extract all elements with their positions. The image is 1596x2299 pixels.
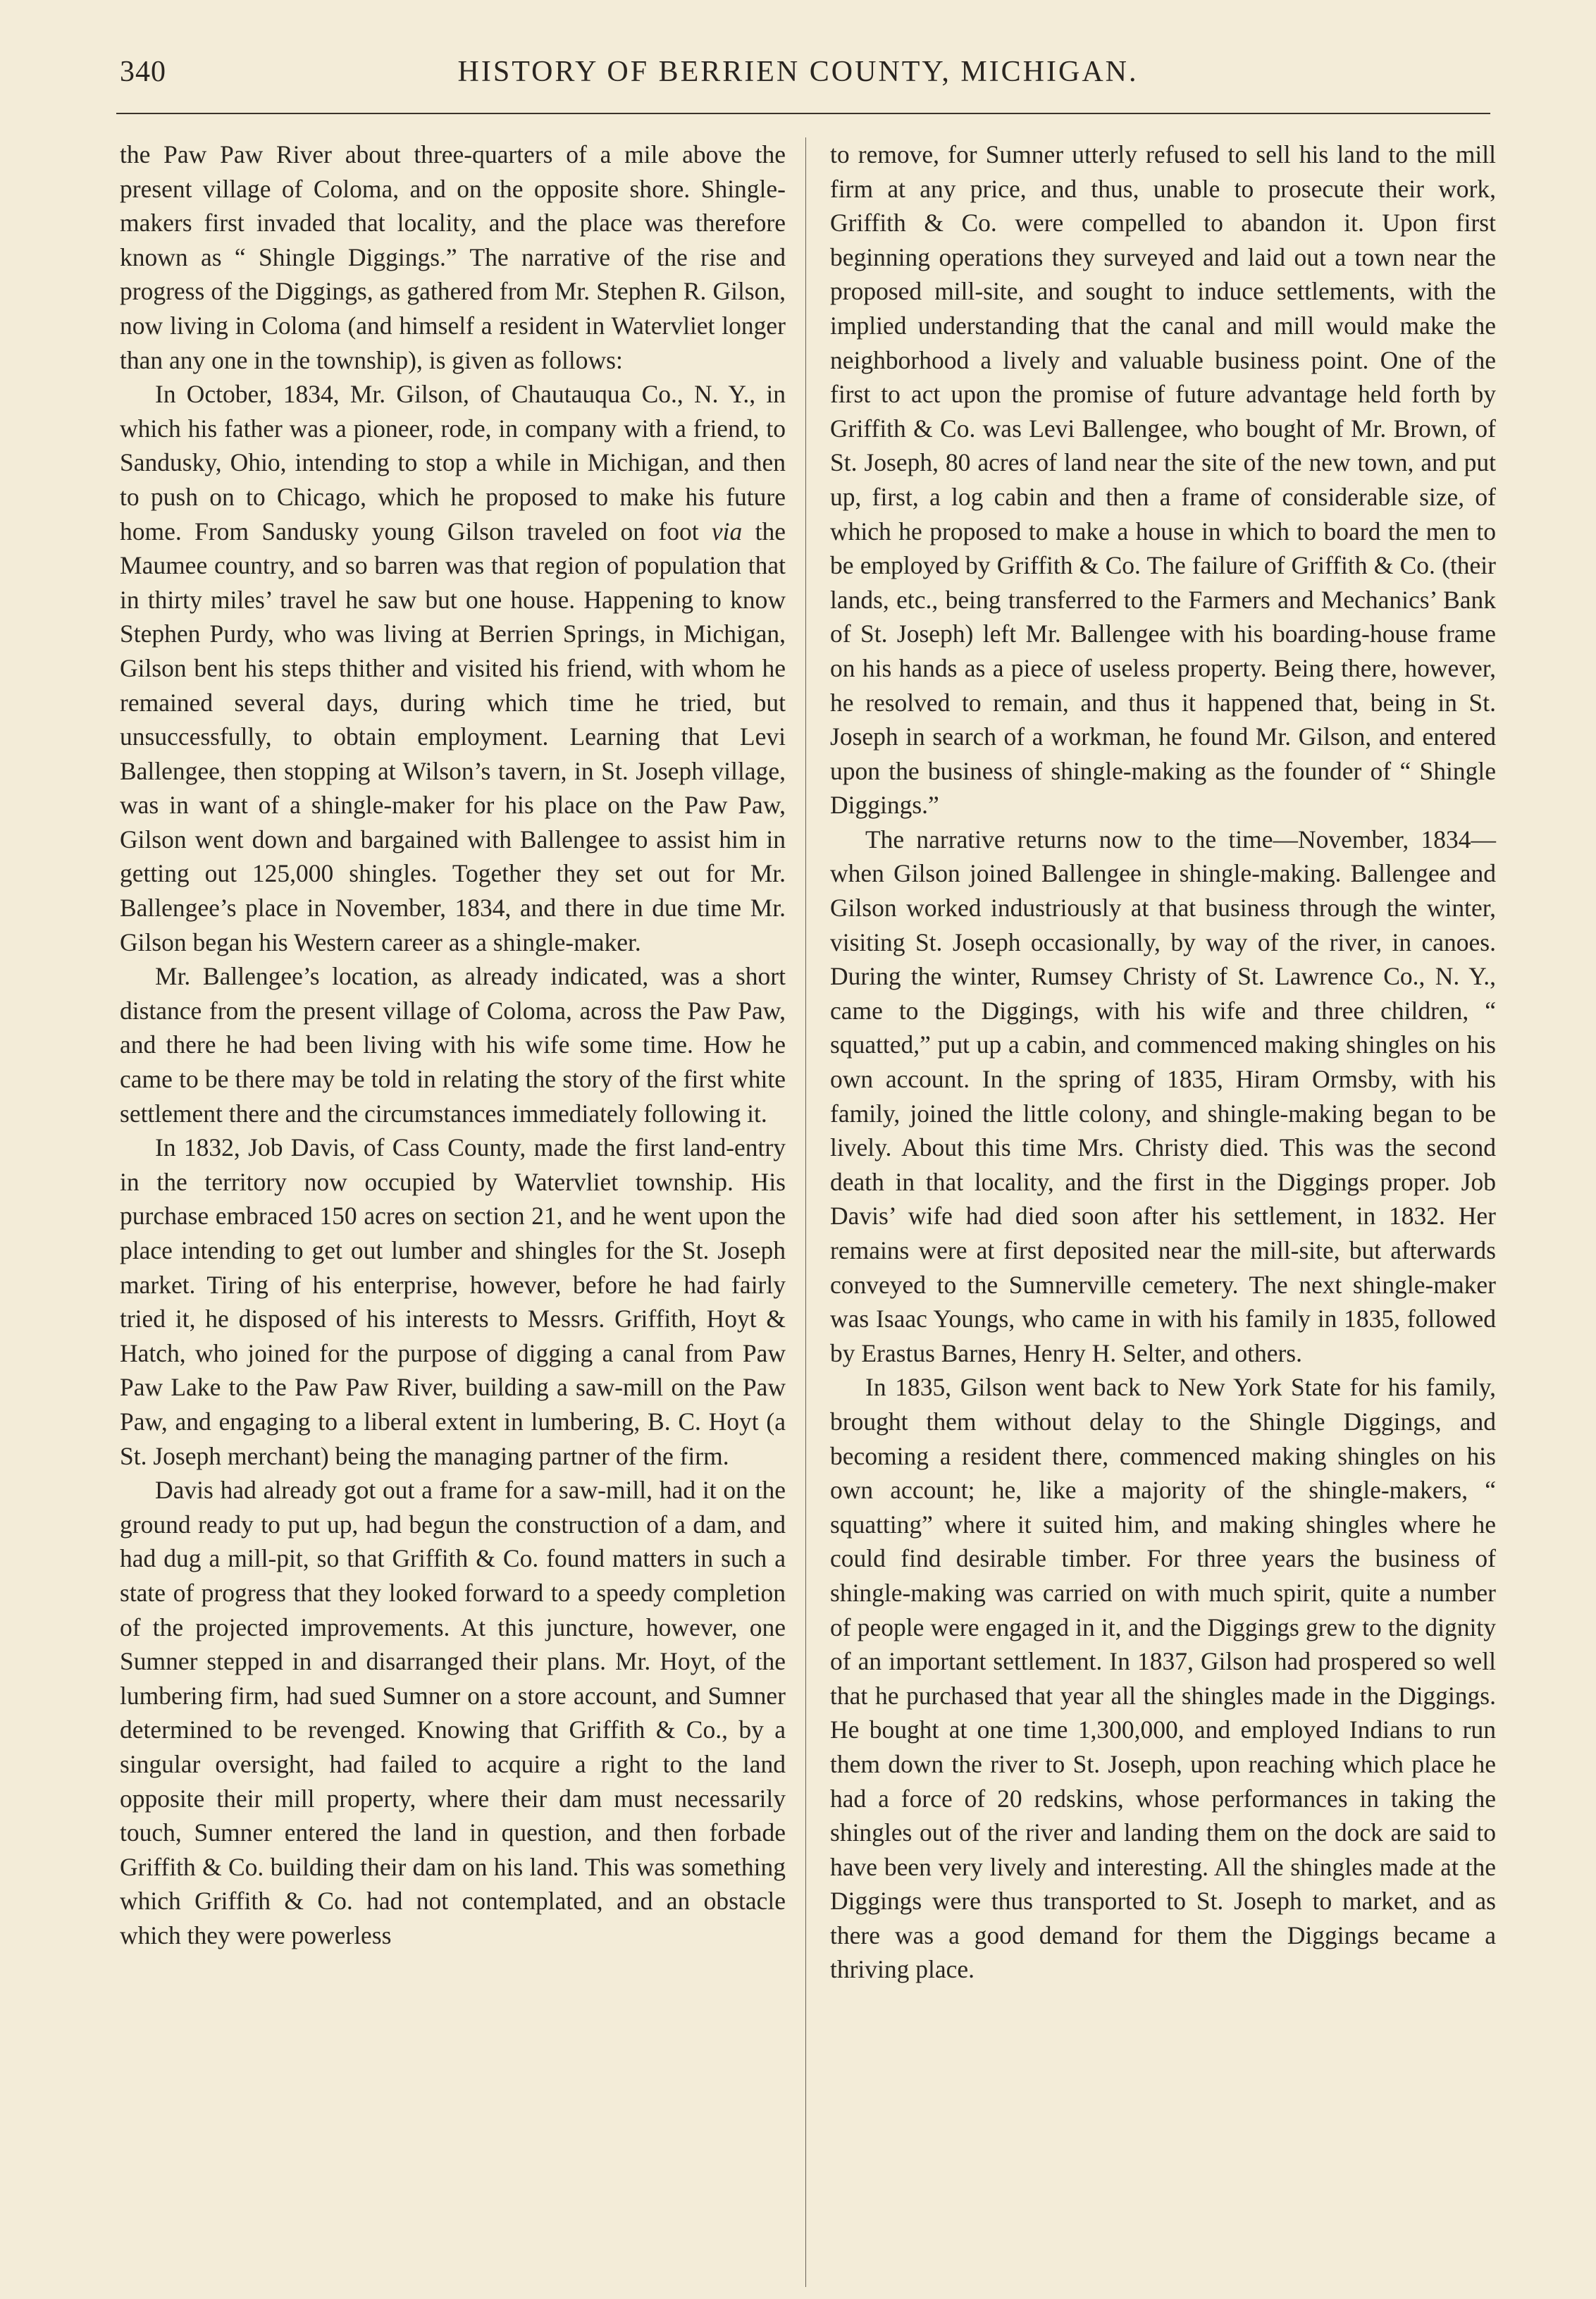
- right-column: [830, 137, 1496, 1987]
- column-divider: [805, 137, 806, 2287]
- text-run: In October, 1834, Mr. Gilson, of Chautauqua Co., N. Y., in which his father was a pioneer, rode, in company with a friend, to Sandusky, Ohio, intending to stop a while in Michigan, and then to push on to Chicago, which he proposed to make his future home. From Sandusky young Gilson traveled on foot: [120, 380, 786, 546]
- header-rule: [116, 113, 1490, 114]
- paragraph: to remove, for Sumner utterly refused to sell his land to the mill firm at any price, and thus, unable to prosecute their work, Griffith & Co. were compelled to abandon it. Upon first beginning operations they surveyed and laid out a town near the proposed mill-site, and sought to induce settlements, with the implied understanding that the canal and mill would make the neighborhood a lively and valuable business point. One of the first to act upon the promise of future advantage held forth by Griffith & Co. was Levi Ballengee, who bought of Mr. Brown, of St. Joseph, 80 acres of land near the site of the new town, and put up, first, a log cabin and then a frame of considerable size, of which he proposed to make a house in which to board the men to be employed by Griffith & Co. The failure of Griffith & Co. (their lands, etc., being transferred to the Farmers and Mechanics’ Bank of St. Joseph) left Mr. Ballengee with his boarding-house frame on his hands as a piece of useless property. Being there, however, he resolved to remain, and thus it happened that, being in St. Joseph in search of a workman, he found Mr. Gilson, and entered upon the business of shingle-making as the founder of “ Shingle Diggings.”: [830, 140, 1496, 820]
- page-number: 340: [120, 56, 166, 88]
- paragraph: In 1832, Job Davis, of Cass County, made the first land-entry in the territory now occupied by Watervliet township. His purchase embraced 150 acres on section 21, and he went upon the place intending to get out lumber and shingles for the St. Joseph market. Tiring of his enterprise, however, before he had fairly tried it, he disposed of his interests to Messrs. Griffith, Hoyt & Hatch, who joined for the purpose of digging a canal from Paw Paw Lake to the Paw Paw River, building a saw-mill on the Paw Paw, and engaging to a liberal extent in lumbering, B. C. Hoyt (a St. Joseph merchant) being the managing partner of the firm.: [120, 1133, 786, 1470]
- left-column: [120, 137, 786, 1952]
- page-header: [0, 0, 1596, 113]
- text-run: the Maumee country, and so barren was that region of population that in thirty miles’ travel he saw but one house. Happening to know Stephen Purdy, who was living at Berrien Springs, in Michigan, Gilson bent his steps thither and visited his friend, with whom he remained several days, during which time he tried, but unsuccessfully, to obtain employment. Learning that Levi Ballengee, then stopping at Wilson’s tavern, in St. Joseph village, was in want of a shingle-maker for his place on the Paw Paw, Gilson went down and bargained with Ballengee to assist him in getting out 125,000 shingles. Together they set out for Mr. Ballengee’s place in November, 1834, and there in due time Mr. Gilson began his Western career as a shingle-maker.: [120, 517, 786, 956]
- paragraph: [120, 377, 786, 959]
- paragraph: In 1835, Gilson went back to New York State for his family, brought them without delay to the Shingle Diggings, and becoming a resident there, commenced making shingles on his own account; he, like a majority of the shingle-makers, “ squatting” where it suited him, and making shingles where he could find desirable timber. For three years the business of shingle-making was carried on with much spirit, quite a number of people were engaged in it, and the Diggings grew to the dignity of an important settlement. In 1837, Gilson had prospered so well that he purchased that year all the shingles made in the Diggings. He bought at one time 1,300,000, and employed Indians to run them down the river to St. Joseph, upon reaching which place he had a force of 20 redskins, whose performances in taking the shingles out of the river and landing them on the dock are said to have been very lively and interesting. All the shingles made at the Diggings were thus transported to St. Joseph to market, and as there was a good demand for them the Diggings became a thriving place.: [830, 1373, 1496, 1984]
- paragraph: Davis had already got out a frame for a saw-mill, had it on the ground ready to put up, had begun the construction of a dam, and had dug a mill-pit, so that Griffith & Co. found matters in such a state of progress that they looked forward to a speedy completion of the projected improvements. At this juncture, however, one Sumner stepped in and disarranged their plans. Mr. Hoyt, of the lumbering firm, had sued Sumner on a store account, and Sumner determined to be revenged. Knowing that Griffith & Co., by a singular oversight, had failed to acquire a right to the land opposite their mill property, where their dam must necessarily touch, Sumner entered the land in question, and then forbade Griffith & Co. building their dam on his land. This was something which Griffith & Co. had not contemplated, and an obstacle which they were powerless: [120, 1476, 786, 1949]
- paragraph: Mr. Ballengee’s location, as already indicated, was a short distance from the present village of Coloma, across the Paw Paw, and there he had been living with his wife some time. How he came to be there may be told in relating the story of the first white settlement there and the circumstances immediately following it.: [120, 962, 786, 1128]
- paragraph: the Paw Paw River about three-quarters of a mile above the present village of Coloma, and on the opposite shore. Shingle-makers first invaded that locality, and the place was therefore known as “ Shingle Diggings.” The narrative of the rise and progress of the Diggings, as gathered from Mr. Stephen R. Gilson, now living in Coloma (and himself a resident in Watervliet longer than any one in the township), is given as follows:: [120, 140, 786, 374]
- running-head: HISTORY OF BERRIEN COUNTY, MICHIGAN.: [457, 56, 1139, 88]
- paragraph: The narrative returns now to the time—November, 1834—when Gilson joined Ballengee in shingle-making. Ballengee and Gilson worked industriously at that business through the winter, visiting St. Joseph occasionally, by way of the river, in canoes. During the winter, Rumsey Christy of St. Lawrence Co., N. Y., came to the Diggings, with his wife and three children, “ squatted,” put up a cabin, and commenced making shingles on his own account. In the spring of 1835, Hiram Ormsby, with his family, joined the little colony, and shingle-making began to be lively. About this time Mrs. Christy died. This was the second death in that locality, and the first in the Diggings proper. Job Davis’ wife had died soon after his settlement, in 1832. Her remains were at first deposited near the mill-site, but afterwards conveyed to the Sumnerville cemetery. The next shingle-maker was Isaac Youngs, who came in with his family in 1835, followed by Erastus Barnes, Henry H. Selter, and others.: [830, 825, 1496, 1367]
- italic-text: via: [711, 517, 743, 546]
